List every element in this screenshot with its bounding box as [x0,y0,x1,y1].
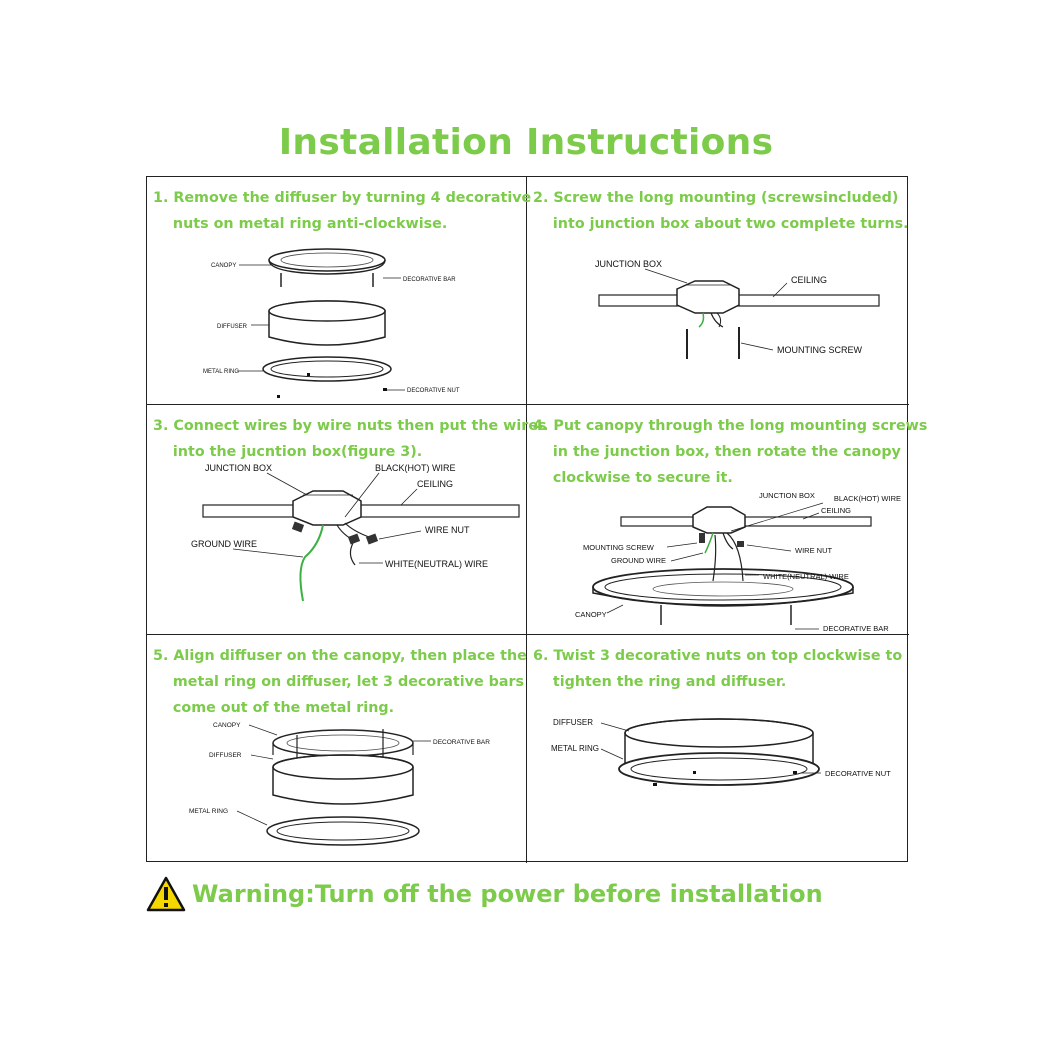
step-5-canopy-label: CANOPY [213,722,241,729]
step-3-nut-label: WIRE NUT [425,525,470,535]
step-1-bar-label: DECORATIVE BAR [403,277,456,283]
step-1-canopy-label: CANOPY [211,263,237,269]
page-title: Installation Instructions [278,122,774,163]
step-4-nut-label: WIRE NUT [795,546,833,555]
step-5-diffuser-label: DIFFUSER [209,752,242,759]
warning-text: Warning:Turn off the power before installation [192,880,823,908]
warning-banner [146,876,846,916]
step-6-text: 6. Twist 3 decorative nuts on top clockwise to tighten the ring and diffuser. [533,648,903,690]
step-5-ring-label: METAL RING [189,808,229,815]
step-1-text: 1. Remove the diffuser by turning 4 decorative nuts on metal ring anti-clockwise. [153,190,532,232]
step-3-text: 3. Connect wires by wire nuts then put the wires into the jucntion box(figure 3). [153,418,547,460]
step-4-ceiling-label-visible: CEILING [821,506,852,515]
instruction-grid [146,176,928,862]
step-6-ring-label: METAL RING [551,744,600,753]
step-5-text: 5. Align diffuser on the canopy, then place the metal ring on diffuser, let 3 decorative bars come out of the metal ring. [153,648,527,716]
step-3-ceiling-label: CEILING [417,479,454,489]
step-6-panel [527,635,909,863]
step-2-ceiling-label: CEILING [791,275,828,285]
step-4-box-label: JUNCTION BOX [759,491,815,500]
step-2-panel [527,177,909,405]
step-5-diagram [147,635,527,863]
step-4-bar-label: DECORATIVE BAR [823,624,889,633]
step-2-screw-label: MOUNTING SCREW [777,345,862,355]
step-3-white-label: WHITE(NEUTRAL) WIRE [385,559,488,569]
step-5-panel [147,635,527,863]
step-4-panel [527,405,928,635]
step-6-diffuser-label: DIFFUSER [553,718,593,727]
step-6-diagram [527,635,909,863]
step-3-diagram [147,405,527,635]
step-1-diffuser-label: DIFFUSER [217,324,247,330]
step-3-ground-label: GROUND WIRE [191,539,257,549]
step-4-black-label-visible: BLACK(HOT) WIRE [833,494,901,503]
step-3-box-label: JUNCTION BOX [205,463,273,473]
step-1-ring-label: METAL RING [203,369,240,375]
step-5-bar-label: DECORATIVE BAR [433,739,490,746]
step-2-diagram [527,177,909,405]
step-3-panel [147,405,547,635]
step-4-diagram [527,405,909,635]
step-4-white-label: WHITE(NEUTRAL) WIRE [763,572,849,581]
step-1-panel [147,177,532,405]
step-3-black-label: BLACK(HOT) WIRE [375,463,456,473]
step-4-canopy-label: CANOPY [575,610,607,619]
step-1-diagram [147,177,527,405]
step-4-text: 4. Put canopy through the long mounting screws in the junction box, then rotate the canopy clockwise to secure it. [533,418,928,486]
step-2-box-label: JUNCTION BOX [595,259,663,269]
warning-triangle-icon [146,876,186,912]
step-2-text: 2. Screw the long mounting (screwsincluded) into junction box about two complete turns. [533,190,909,232]
step-4-ground-label: GROUND WIRE [611,556,666,565]
step-1-nut-label: DECORATIVE NUT [407,388,460,394]
step-4-screw-label: MOUNTING SCREW [583,543,654,552]
step-6-nut-label: DECORATIVE NUT [825,769,891,778]
